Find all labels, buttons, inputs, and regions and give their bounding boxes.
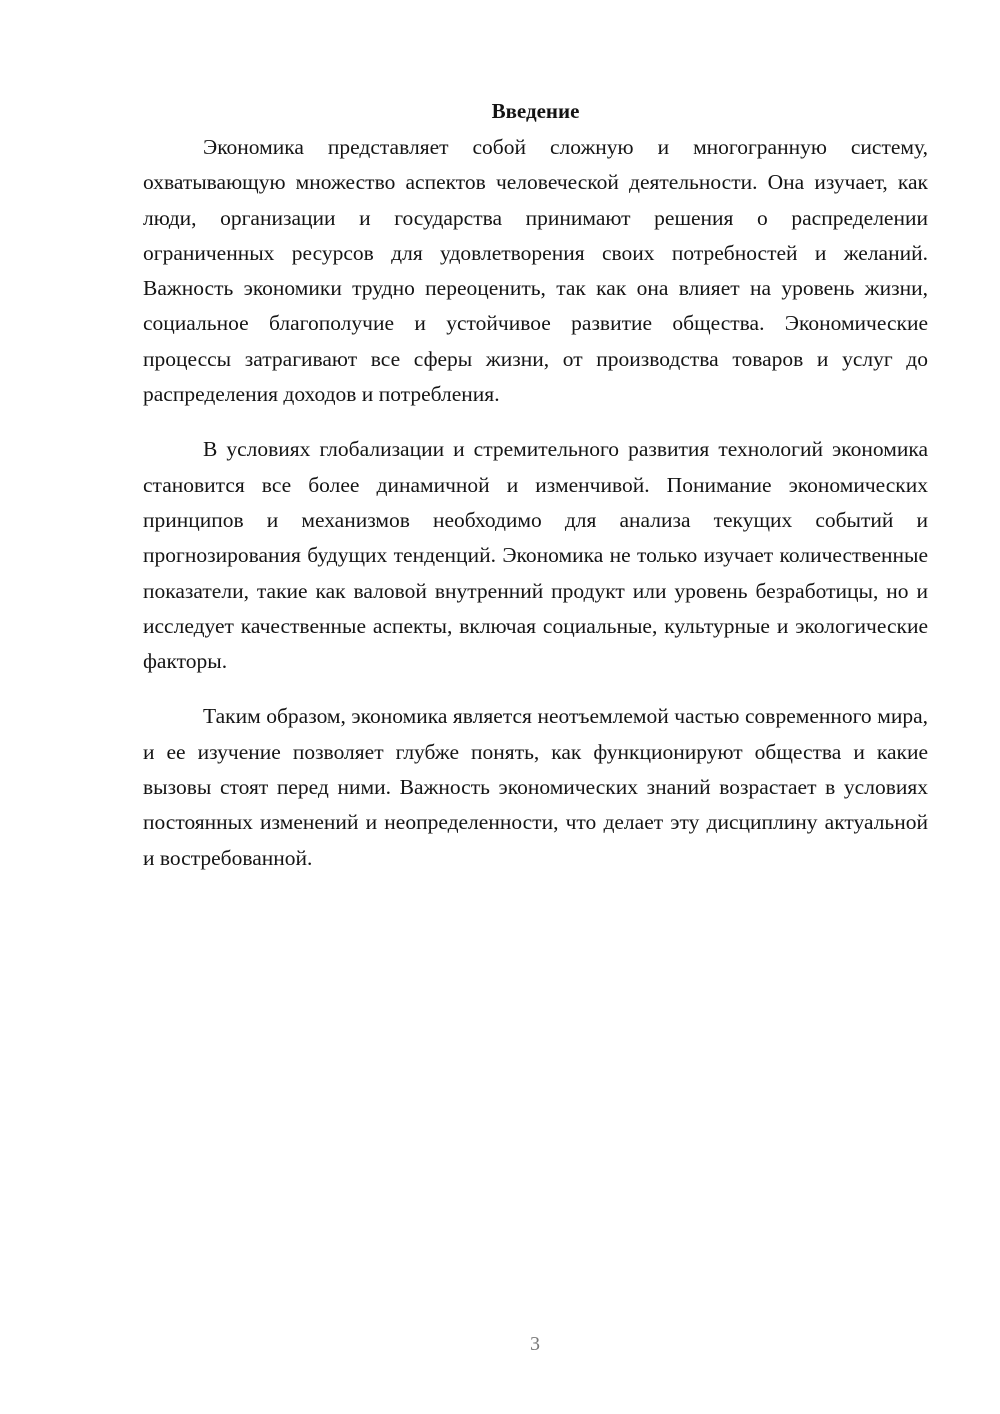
- paragraph-1: Экономика представляет собой сложную и многогранную систему, охватывающую множество аспектов человеческой деятельности. Она изучает, как люди, организации и государства принимают решения о распределении ограниченных ресурсов для удовлетворения своих потребностей и желаний. Важность экономики трудно переоценить, так как она влияет на уровень жизни, социальное благополучие и устойчивое развитие общества. Экономические процессы затрагивают все сферы жизни, от производства товаров и услуг до распределения доходов и потребления.: [143, 135, 928, 407]
- section-heading: Введение: [491, 99, 580, 123]
- page-number: 3: [530, 1333, 540, 1355]
- page-content: [143, 96, 928, 896]
- paragraph-2: В условиях глобализации и стремительного развития технологий экономика становится все более динамичной и изменчивой. Понимание экономических принципов и механизмов необходимо для анализа текущих событий и прогнозирования будущих тенденций. Экономика не только изучает количественные показатели, такие как валовой внутренний продукт или уровень безработицы, но и исследует качественные аспекты, включая социальные, культурные и экологические факторы.: [143, 437, 928, 674]
- paragraph-3: Таким образом, экономика является неотъемлемой частью современного мира, и ее изучение позволяет глубже понять, как функционируют общества и какие вызовы стоят перед ними. Важность экономических знаний возрастает в условиях постоянных изменений и неопределенности, что делает эту дисциплину актуальной и востребованной.: [143, 704, 928, 870]
